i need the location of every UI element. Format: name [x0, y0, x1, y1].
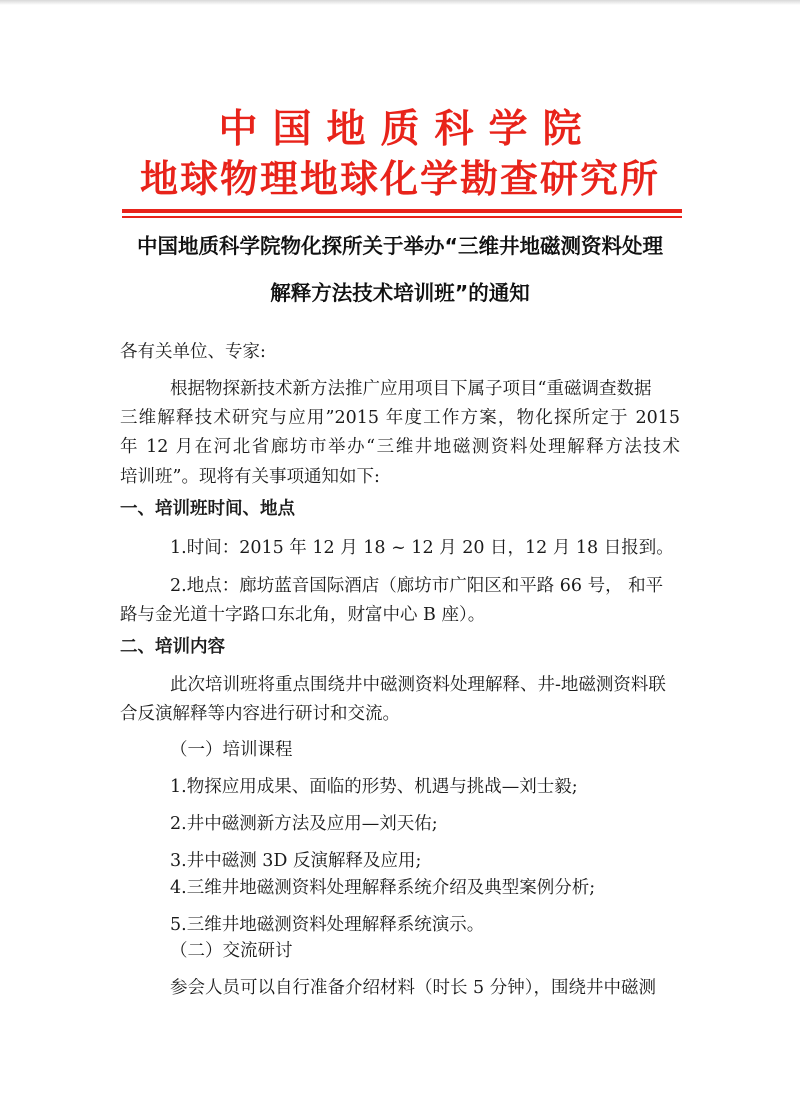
section-2-intro-line-2: 合反演解释等内容进行研讨和交流。: [120, 704, 400, 724]
section-1-time: 1.时间：2015 年 12 月 18 ~ 12 月 20 日，12 月 18 日报到。: [170, 538, 674, 558]
notice-title-line-2: 解释方法技术培训班”的通知: [270, 281, 530, 305]
notice-title-line-1: 中国地质科学院物化探所关于举办“三维井地磁测资料处理: [137, 234, 663, 258]
subsection-courses-heading: （一）培训课程: [170, 740, 293, 760]
letterhead-line-2: 地球物理地球化学勘查研究所: [139, 157, 660, 201]
letterhead-rule-thin: [122, 216, 682, 218]
section-2-intro-line-1: 此次培训班将重点围绕井中磁测资料处理解释、井-地磁测资料联: [170, 675, 666, 695]
letterhead-line-1: 中国地质科学院: [218, 107, 597, 152]
scan-edge: [0, 0, 800, 5]
intro-line-3: 年 12 月在河北省廊坊市举办“三维井地磁测资料处理解释方法技术: [120, 437, 680, 457]
course-item: 2.井中磁测新方法及应用—刘天佑;: [170, 814, 438, 834]
subsection-exchange-heading: （二）交流研讨: [170, 941, 293, 961]
letterhead-rule-thick: [122, 209, 682, 213]
section-1-place-line-1: 2.地点：廊坊蓝音国际酒店（廊坊市广阳区和平路 66 号， 和平: [170, 576, 664, 596]
section-1-heading: 一、培训班时间、地点: [120, 499, 295, 519]
course-item: 1.物探应用成果、面临的形势、机遇与挑战—刘士毅;: [170, 777, 578, 797]
section-1-place-line-2: 路与金光道十字路口东北角，财富中心 B 座）。: [120, 605, 486, 625]
exchange-line-1: 参会人员可以自行准备介绍材料（时长 5 分钟），围绕井中磁测: [170, 978, 657, 998]
salutation: 各有关单位、专家:: [120, 342, 266, 362]
course-item: 4.三维井地磁测资料处理解释系统介绍及典型案例分析;: [170, 878, 596, 898]
course-item: 3.井中磁测 3D 反演解释及应用;: [170, 851, 422, 871]
intro-line-1: 根据物探新技术新方法推广应用项目下属子项目“重磁调查数据: [170, 379, 652, 399]
section-2-heading: 二、培训内容: [120, 637, 225, 657]
intro-line-2: 三维解释技术研究与应用”2015 年度工作方案，物化探所定于 2015: [120, 408, 680, 428]
intro-line-4: 培训班”。现将有关事项通知如下:: [120, 467, 380, 487]
course-item: 5.三维井地磁测资料处理解释系统演示。: [170, 915, 485, 935]
